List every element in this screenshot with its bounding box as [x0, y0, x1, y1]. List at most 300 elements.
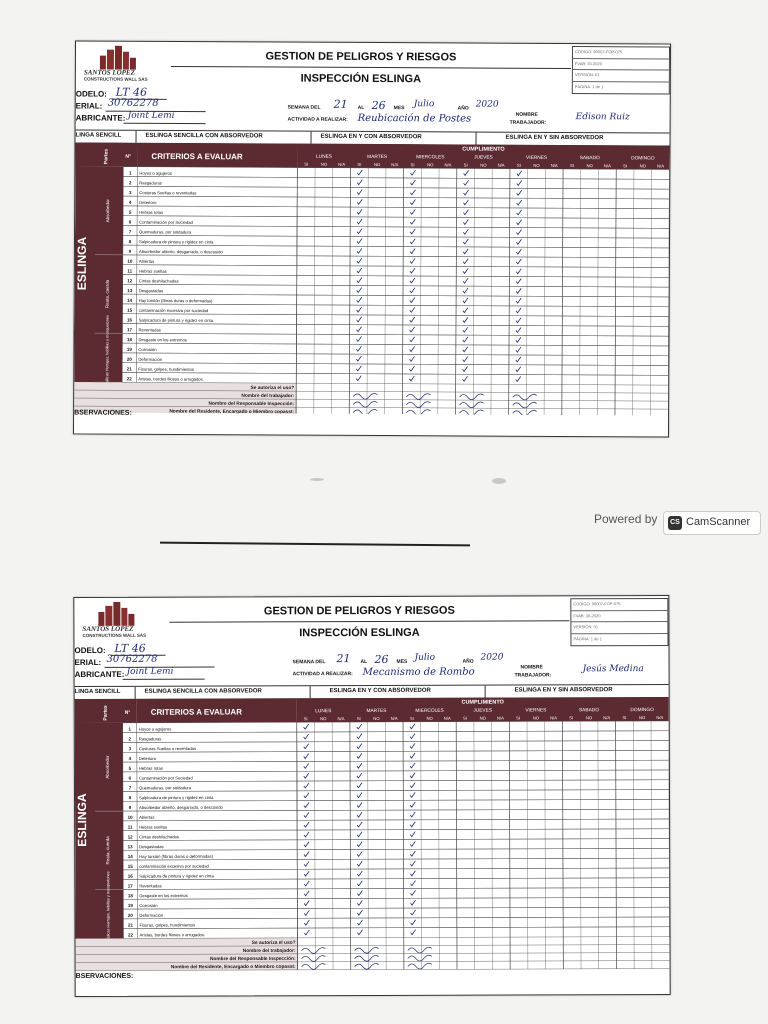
subcol-label: SI	[622, 715, 627, 721]
type-option: ESLINGA SENCILLA CON ABSORVEDOR	[144, 688, 262, 695]
code-row: CODIGO: 90007-FOP-075	[573, 47, 669, 59]
check-mark	[410, 851, 415, 856]
criteria-text: Salpicadura de pintura y rigidez en cinta	[138, 794, 214, 801]
check-mark	[410, 890, 415, 895]
table-row	[123, 284, 669, 297]
subcol-label: N/A	[337, 716, 345, 722]
semana-label: SEMANA DEL	[287, 104, 321, 111]
check-mark	[304, 744, 309, 749]
footer-label: Nombre del Responsable Inspección:	[209, 956, 296, 963]
check-mark	[463, 268, 468, 273]
criteria-number: 19	[126, 346, 132, 352]
criteria-text: Fisuras, golpes, hundimientos	[139, 922, 196, 928]
check-mark	[356, 376, 361, 381]
check-mark	[517, 210, 522, 215]
check-mark	[517, 220, 522, 225]
form-title: GESTION DE PELIGROS Y RIESGOS	[263, 604, 455, 618]
check-mark	[357, 248, 362, 253]
day-label: VIERNES	[525, 708, 547, 714]
subcol-label: N/A	[496, 715, 504, 721]
check-mark	[357, 793, 362, 798]
signature-scribble	[406, 394, 430, 400]
check-mark	[357, 287, 362, 292]
day-label: DOMINGO	[631, 156, 655, 162]
subcol-label: N/A	[656, 714, 664, 721]
check-mark	[304, 773, 309, 778]
mes-value: Julio	[413, 99, 435, 110]
check-mark	[463, 239, 468, 244]
check-mark	[463, 347, 468, 352]
criteria-number: 4	[128, 756, 132, 762]
check-mark	[357, 920, 362, 925]
criteria-number: 16	[127, 317, 133, 323]
actividad-label: ACTIVIDAD A REALIZAR:	[287, 116, 348, 123]
signature-scribble	[460, 394, 484, 400]
footer-label: Nombre del Residente, Encargado o Miembro copasst:	[170, 964, 296, 971]
form-subtitle: INSPECCIÓN ESLINGA	[300, 72, 422, 86]
check-mark	[357, 861, 362, 866]
criteria-text: Contaminación por Suciedad	[139, 219, 193, 225]
subcol-label: SI	[357, 161, 362, 167]
subcol-label: SI	[410, 162, 415, 168]
criteria-text: Corrosión	[138, 346, 157, 353]
check-mark	[357, 307, 362, 312]
subcol-label: SI	[463, 715, 468, 721]
check-mark	[410, 812, 415, 817]
criteria-number: 15	[127, 307, 133, 313]
fabricante-label: ABRICANTE:	[75, 113, 126, 123]
check-mark	[357, 930, 362, 935]
criteria-number: 13	[127, 844, 133, 850]
criteria-number: 15	[127, 863, 133, 869]
company-logo	[80, 45, 158, 83]
criteria-number: 13	[127, 288, 133, 294]
check-mark	[304, 783, 309, 788]
check-mark	[463, 249, 468, 254]
criteria-number: 12	[127, 278, 133, 284]
mes-label: MES	[396, 658, 408, 665]
check-mark	[357, 278, 362, 283]
table-row	[123, 216, 669, 229]
criteria-number: 21	[126, 366, 132, 372]
check-mark	[410, 783, 415, 788]
actividad-value: Reubicación de Postes	[357, 112, 472, 125]
criteria-text: Hoyos o agujeros	[138, 726, 172, 732]
check-mark	[356, 346, 361, 351]
ano-value: 2020	[480, 652, 504, 663]
check-mark	[410, 239, 415, 244]
type-option: ESLINGA SENCILLA CON ABSORVEDOR	[145, 132, 263, 140]
subcol-label: N/A	[443, 715, 451, 721]
check-mark	[304, 763, 309, 768]
table-row	[123, 323, 669, 336]
check-mark	[304, 920, 309, 925]
day-label: LUNES	[315, 154, 333, 160]
subcol-label: NO	[373, 715, 380, 721]
criteria-text: Salpicadura de pintura y rigidez en cinta	[138, 317, 214, 323]
type-option: ESLINGA EN Y SIN ABSORVEDOR	[505, 134, 604, 142]
subcol-label: NO	[585, 715, 593, 721]
check-mark	[411, 920, 416, 925]
subcol-label: NO	[427, 162, 434, 168]
observaciones-label: BSERVACIONES:	[74, 409, 132, 417]
check-mark	[410, 734, 415, 739]
trabajador-label: TRABAJADOR:	[514, 672, 552, 679]
company-logo	[78, 602, 156, 640]
check-mark	[357, 812, 362, 817]
serial-value: 30762278	[106, 653, 158, 665]
check-mark	[463, 200, 468, 205]
check-mark	[516, 298, 521, 303]
subcol-label: SI	[304, 161, 309, 167]
criteria-text: Costuras Sueltas o reventadas	[138, 746, 197, 752]
logo-text: SANTOS LOPEZ	[82, 624, 134, 634]
subcol-label: NO	[320, 161, 328, 167]
criteria-number: 18	[126, 337, 132, 343]
subcol-label: SI	[516, 715, 521, 721]
criteria-text: Abiertas	[138, 258, 155, 264]
subcol-label: N/A	[444, 162, 452, 168]
check-mark	[463, 366, 468, 371]
side-label: ESLINGA	[74, 793, 90, 847]
subcol-label: NO	[320, 716, 327, 722]
check-mark	[517, 180, 522, 185]
criteria-text: Reventadas	[138, 327, 161, 333]
criterios-label: CRITERIOS A EVALUAR	[151, 151, 243, 162]
check-mark	[464, 170, 469, 175]
trabajador-label: TRABAJADOR:	[509, 119, 547, 126]
modelo-label: ODELO:	[74, 645, 106, 656]
day-label: LUNES	[315, 709, 332, 715]
subcol-label: SI	[569, 163, 574, 169]
criteria-text: Desgastadas	[139, 844, 164, 850]
criteria-number: 22	[126, 376, 132, 382]
subcol-label: SI	[623, 163, 628, 169]
criteria-text: Desgastadas	[138, 288, 164, 294]
check-mark	[410, 288, 415, 293]
footer-label: Nombre del Responsable Inspección:	[208, 401, 295, 408]
criteria-number: 10	[127, 814, 133, 820]
modelo-value: LT 46	[115, 85, 148, 99]
logo-subtext: CONSTRUCTIONS WALL SAS	[82, 632, 147, 639]
subcol-label: NO	[373, 162, 381, 168]
check-mark	[410, 802, 415, 807]
subcol-label: NO	[639, 163, 646, 169]
signature-scribble	[408, 963, 432, 969]
check-mark	[410, 773, 415, 778]
criteria-number: 4	[128, 199, 132, 205]
trabajador-value: Edison Ruiz	[575, 112, 630, 123]
day-label: SABADO	[578, 708, 599, 714]
partes-label: Partes	[103, 148, 110, 165]
num-label: N°	[124, 709, 131, 716]
check-mark	[411, 930, 416, 935]
check-mark	[410, 180, 415, 185]
check-mark	[304, 842, 309, 847]
type-option: ESLINGA EN Y SIN ABSORVEDOR	[514, 687, 613, 694]
check-mark	[411, 910, 416, 915]
camscanner-icon: CS	[668, 516, 682, 530]
check-mark	[516, 288, 521, 293]
type-option: ESLINGA EN Y CON ABSORVEDOR	[320, 133, 422, 141]
check-mark	[517, 190, 522, 195]
check-mark	[304, 734, 309, 739]
check-mark	[357, 881, 362, 886]
criteria-number: 3	[128, 190, 132, 196]
criteria-number: 3	[128, 746, 132, 752]
criteria-text: Hebras sueltas	[139, 824, 168, 830]
check-mark	[356, 366, 361, 371]
day-label: MIERCOLES	[415, 708, 444, 714]
check-mark	[410, 307, 415, 312]
actividad-value: Mecanismo de Rombo	[362, 666, 475, 679]
criteria-text: Deformación	[138, 356, 163, 362]
day-label: JUEVES	[474, 155, 493, 161]
criteria-text: Deterioro	[138, 755, 157, 762]
check-mark	[410, 297, 415, 302]
code-row: VERSIÓN: 01	[573, 70, 669, 82]
check-mark	[357, 209, 362, 214]
subcol-label: SI	[356, 716, 361, 722]
check-mark	[516, 337, 521, 342]
criteria-grid	[75, 697, 670, 975]
criteria-text: Cintas deshilachadas	[138, 278, 179, 284]
check-mark	[357, 229, 362, 234]
nombre-label: NOMBRE	[520, 664, 543, 671]
check-mark	[357, 832, 362, 837]
check-mark	[516, 229, 521, 234]
check-mark	[410, 248, 415, 253]
table-row	[123, 265, 669, 278]
check-mark	[356, 336, 361, 341]
camscanner-name: CamScanner	[686, 516, 751, 528]
check-mark	[516, 357, 521, 362]
check-mark	[304, 910, 309, 915]
mes-label: MES	[393, 105, 405, 112]
check-mark	[409, 366, 414, 371]
title-divider	[169, 620, 569, 622]
check-mark	[410, 724, 415, 729]
table-row	[123, 196, 669, 209]
signature-scribble	[460, 410, 484, 416]
criteria-number: 8	[128, 795, 132, 801]
form-subtitle: INSPECCIÓN ESLINGA	[299, 626, 420, 640]
check-mark	[463, 210, 468, 215]
inspection-sheet-2	[73, 595, 670, 997]
criteria-text: Quemaduras, por soldadura	[139, 229, 192, 235]
check-mark	[304, 793, 309, 798]
criteria-text: Hay torsión (fibras duras o deformadas)	[138, 297, 213, 304]
check-mark	[410, 258, 415, 263]
signature-scribble	[408, 955, 432, 961]
check-mark	[517, 171, 522, 176]
criteria-text: Desgaste en los extremos	[139, 893, 188, 899]
criteria-number: 1	[128, 726, 132, 732]
check-mark	[410, 861, 415, 866]
check-mark	[410, 841, 415, 846]
check-mark	[410, 337, 415, 342]
check-mark	[410, 792, 415, 797]
check-mark	[410, 200, 415, 205]
day-label: JUEVES	[473, 708, 493, 714]
fabricante-value: Joint Lemi	[127, 110, 175, 121]
check-mark	[516, 347, 521, 352]
check-mark	[304, 881, 309, 886]
criteria-text: Rasgaduras	[138, 736, 162, 742]
scan-smudge	[310, 478, 324, 481]
criteria-number: 7	[128, 785, 132, 791]
criteria-text: Hay torsión (fibras duras o deformadas)	[139, 853, 213, 860]
criteria-text: Hebras rotas	[138, 765, 163, 771]
criteria-text: contaminación excesiva por suciedad	[139, 863, 209, 869]
criteria-number: 6	[128, 775, 132, 781]
subcol-label: NO	[426, 715, 433, 721]
footer-label: Se autoriza el uso?	[251, 940, 296, 947]
signature-scribble	[355, 955, 379, 961]
day-label: MARTES	[367, 154, 388, 161]
actividad-label: ACTIVIDAD A REALIZAR:	[292, 671, 353, 678]
subcol-label: N/A	[550, 715, 558, 721]
criteria-number: 21	[127, 922, 133, 928]
signature-scribble	[302, 964, 326, 970]
signature-scribble	[513, 410, 537, 415]
check-mark	[304, 803, 309, 808]
check-mark	[357, 734, 362, 739]
subcol-label: N/A	[550, 162, 558, 168]
check-mark	[463, 298, 468, 303]
criteria-number: 5	[128, 209, 132, 215]
criteria-text: contaminación excesiva por suciedad	[138, 307, 209, 314]
criteria-number: 1	[129, 170, 132, 176]
check-mark	[410, 763, 415, 768]
check-mark	[410, 268, 415, 273]
criteria-number: 22	[127, 932, 134, 938]
criteria-text: Absorbedor abierto, desgarrado, o descosido	[138, 248, 223, 255]
criteria-number: 14	[127, 854, 133, 860]
check-mark	[516, 327, 521, 332]
check-mark	[516, 269, 521, 274]
check-mark	[357, 327, 362, 332]
check-mark	[410, 209, 415, 214]
criteria-text: Corrosión	[139, 902, 158, 909]
check-mark	[463, 337, 468, 342]
footer-label: Se autoriza el uso?	[250, 385, 295, 392]
semana-value: 21	[336, 652, 351, 666]
check-mark	[516, 308, 521, 313]
signature-scribble	[353, 409, 377, 415]
table-row	[123, 206, 669, 219]
check-mark	[357, 842, 362, 847]
signature-scribble	[513, 394, 537, 400]
check-mark	[410, 356, 415, 361]
check-mark	[463, 229, 468, 234]
mes-value: Julio	[414, 652, 436, 663]
subcol-label: SI	[516, 162, 521, 168]
serial-label: ERIAL:	[74, 657, 102, 668]
check-mark	[304, 901, 309, 906]
type-option: ESLINGA EN Y CON ABSORVEDOR	[329, 687, 431, 695]
check-mark	[411, 900, 416, 905]
table-row	[123, 186, 669, 199]
criteria-grid	[74, 142, 669, 415]
signature-scribble	[353, 393, 377, 399]
day-label: SABADO	[579, 156, 600, 162]
check-mark	[410, 346, 415, 351]
modelo-value: LT 46	[114, 641, 146, 655]
check-mark	[463, 357, 468, 362]
fabricante-value: Joint Lemi	[126, 666, 174, 677]
criteria-number: 10	[127, 258, 133, 264]
group-label: Partes Metálicas Herrajes, hebillas y mosquetones	[106, 871, 111, 957]
check-mark	[516, 318, 521, 323]
table-row	[123, 225, 669, 238]
check-mark	[357, 238, 362, 243]
serial-label: ERIAL:	[75, 101, 103, 111]
criteria-text: Hebras sueltas	[138, 268, 167, 274]
subcol-label: N/A	[391, 162, 399, 168]
criteria-number: 11	[127, 268, 133, 274]
criteria-text: Rasgaduras	[139, 180, 162, 186]
subcol-label: NO	[586, 163, 593, 169]
subcol-label: NO	[532, 715, 540, 721]
check-mark	[409, 376, 414, 381]
check-mark	[357, 170, 362, 175]
num-label: N°	[125, 153, 132, 160]
form-title: GESTION DE PELIGROS Y RIESGOS	[265, 50, 457, 64]
footer-label: Nombre del Residente, Encargado o Miembro copasst:	[169, 409, 295, 416]
footer-label: Nombre del trabajador:	[241, 393, 295, 400]
check-mark	[410, 229, 415, 234]
criteria-number: 9	[128, 248, 132, 254]
subcol-label: N/A	[657, 163, 665, 169]
criteria-number: 17	[127, 327, 133, 333]
criteria-text: Reventadas	[139, 883, 162, 889]
criteria-text: Aristas, bordes filosos o arrugados.	[139, 932, 206, 938]
signature-scribble	[353, 401, 377, 407]
code-row: VERSIÓN: 01	[571, 622, 667, 634]
criteria-number: 18	[127, 893, 133, 899]
subcol-label: N/A	[603, 715, 611, 721]
criteria-number: 8	[128, 239, 132, 245]
subcol-label: N/A	[603, 163, 611, 169]
logo-text: SANTOS LOPEZ	[83, 68, 135, 77]
code-row: PÁGINA: 1 de 1	[573, 635, 602, 641]
check-mark	[304, 832, 309, 837]
check-mark	[357, 317, 362, 322]
buildings-logo-icon	[98, 46, 138, 70]
criteria-text: Deformación	[139, 912, 164, 918]
subcol-label: NO	[479, 715, 486, 721]
check-mark	[356, 356, 361, 361]
subcol-label: N/A	[390, 715, 398, 721]
check-mark	[357, 297, 362, 302]
check-mark	[357, 753, 362, 758]
check-mark	[410, 753, 415, 758]
nombre-label: NOMBRE	[515, 111, 538, 118]
check-mark	[463, 278, 468, 283]
criteria-text: Cintas deshilachadas	[139, 834, 179, 840]
check-mark	[357, 891, 362, 896]
check-mark	[463, 288, 468, 293]
check-mark	[516, 278, 521, 283]
check-mark	[357, 180, 362, 185]
criteria-number: 17	[127, 883, 133, 889]
al-label: AL	[360, 659, 368, 666]
subcol-label: NO	[480, 162, 487, 168]
check-mark	[463, 327, 468, 332]
check-mark	[357, 189, 362, 194]
check-mark	[464, 180, 469, 185]
